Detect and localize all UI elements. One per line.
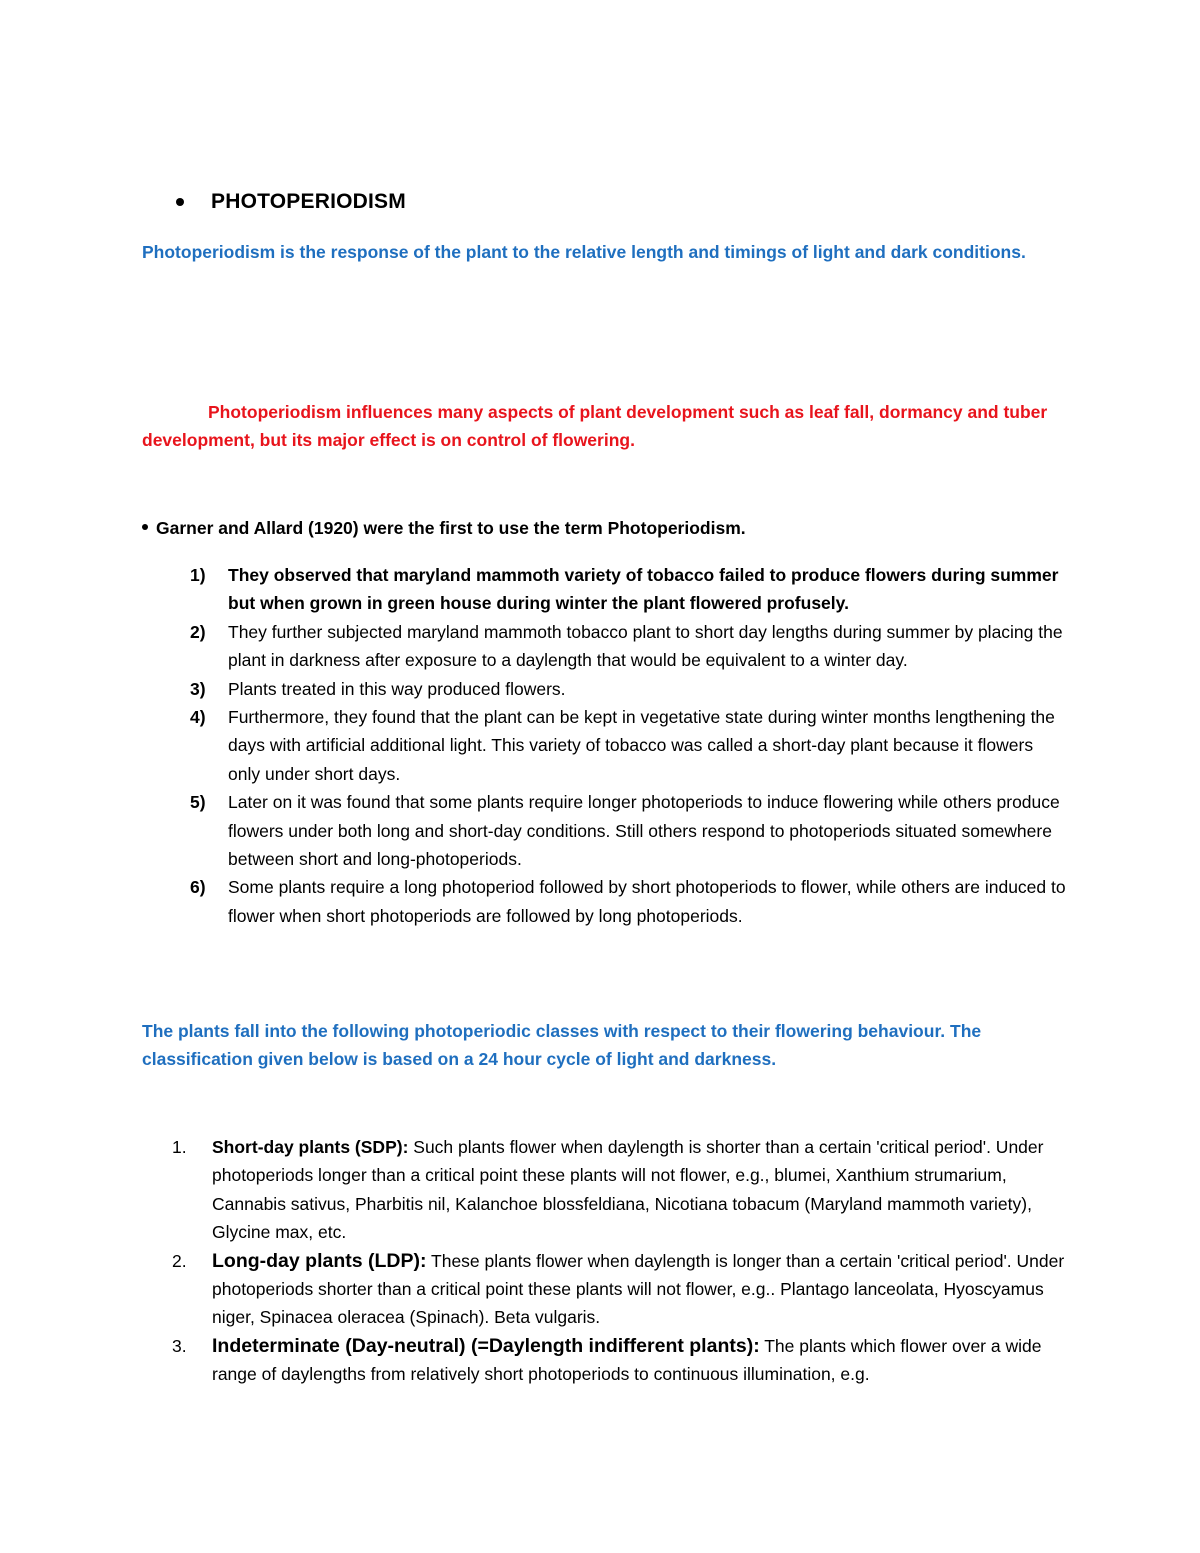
section-heading: [176, 190, 406, 214]
list-text: Later on it was found that some plants require longer photoperiods to induce flowering while others produce flowers under both long and short-day conditions. Still others respond to photoperiods situated somewhere between short and long-photoperiods.: [228, 792, 1060, 870]
class-term: Short-day plants (SDP):: [212, 1137, 409, 1157]
list-item: [0, 1332, 1072, 1389]
list-item: [0, 675, 1068, 703]
list-item: [0, 618, 1068, 675]
list-number: 2.: [172, 1250, 187, 1271]
class-term: Indeterminate (Day-neutral) (=Daylength indifferent plants):: [212, 1334, 760, 1357]
list-number: 2): [190, 621, 206, 642]
list-text: Furthermore, they found that the plant can be kept in vegetative state during winter months lengthening the days with artificial additional light. This variety of tobacco was called a short-day plant because it flowers only under short days.: [228, 707, 1055, 784]
definition-paragraph: Photoperiodism is the response of the plant to the relative length and timings of light and dark conditions.: [142, 242, 1026, 262]
class-description: The plants which flower over a wide range of daylengths from relatively short photoperiods to continuous illumination, e.g.: [212, 1335, 1042, 1385]
class-description: These plants flower when daylength is longer than a certain 'critical period'. Under photoperiods shorter than a critical point these plants will not flower, e.g.. Plantago lanceolata, Hyoscyamus niger, Spinacea oleracea (Spinach). Beta vulgaris.: [212, 1250, 1065, 1328]
bullet-icon: [176, 198, 184, 206]
list-item: [0, 788, 1068, 873]
list-number: 4): [190, 707, 206, 728]
list-text: They observed that maryland mammoth variety of tobacco failed to produce flowers during summer but when grown in green house during winter the plant flowered profusely.: [228, 565, 1059, 614]
list-text: Some plants require a long photoperiod followed by short photoperiods to flower, while others are induced to flower when short photoperiods are followed by long photoperiods.: [228, 877, 1066, 926]
bullet-icon: [142, 524, 148, 530]
list-number: 1): [190, 565, 206, 585]
list-number: 6): [190, 877, 206, 898]
classes-intro-paragraph: The plants fall into the following photoperiodic classes with respect to their flowering behaviour. The classification given below is based on a 24 hour cycle of light and darkness.: [142, 1021, 982, 1069]
list-number: 3.: [172, 1335, 187, 1356]
list-number: 5): [190, 792, 206, 813]
class-term: Long-day plants (LDP):: [212, 1249, 427, 1272]
list-number: 3): [190, 678, 206, 699]
class-description: Such plants flower when daylength is shorter than a certain 'critical period'. Under photoperiods longer than a critical point these plants will not flower, e.g., blumei, Xanthium strumarium, Cannabis sativus, Pharbitis nil, Kalanchoe blossfeldiana, Nicotiana tobacum (Maryland mammoth variety), Glycine max, etc.: [212, 1137, 1044, 1243]
list-item: [0, 873, 1068, 930]
list-item: [0, 1133, 1072, 1247]
observations-list: [0, 561, 1200, 930]
list-item: [0, 703, 1068, 788]
garner-bullet: [142, 514, 746, 542]
classes-list: [0, 1133, 1200, 1389]
garner-text: Garner and Allard (1920) were the first to use the term Photoperiodism.: [156, 518, 746, 538]
heading-text: PHOTOPERIODISM: [211, 190, 406, 213]
influence-paragraph: Photoperiodism influences many aspects of plant development such as leaf fall, dormancy and tuber development, but its major effect is on control of flowering.: [142, 402, 1048, 450]
list-text: They further subjected maryland mammoth tobacco plant to short day lengths during summer by placing the plant in darkness after exposure to a daylength that would be equivalent to a winter day.: [228, 621, 1063, 671]
list-text: Plants treated in this way produced flowers.: [228, 678, 566, 699]
list-item: [0, 1247, 1072, 1332]
list-number: 1.: [172, 1137, 187, 1157]
list-item: [0, 561, 1068, 618]
